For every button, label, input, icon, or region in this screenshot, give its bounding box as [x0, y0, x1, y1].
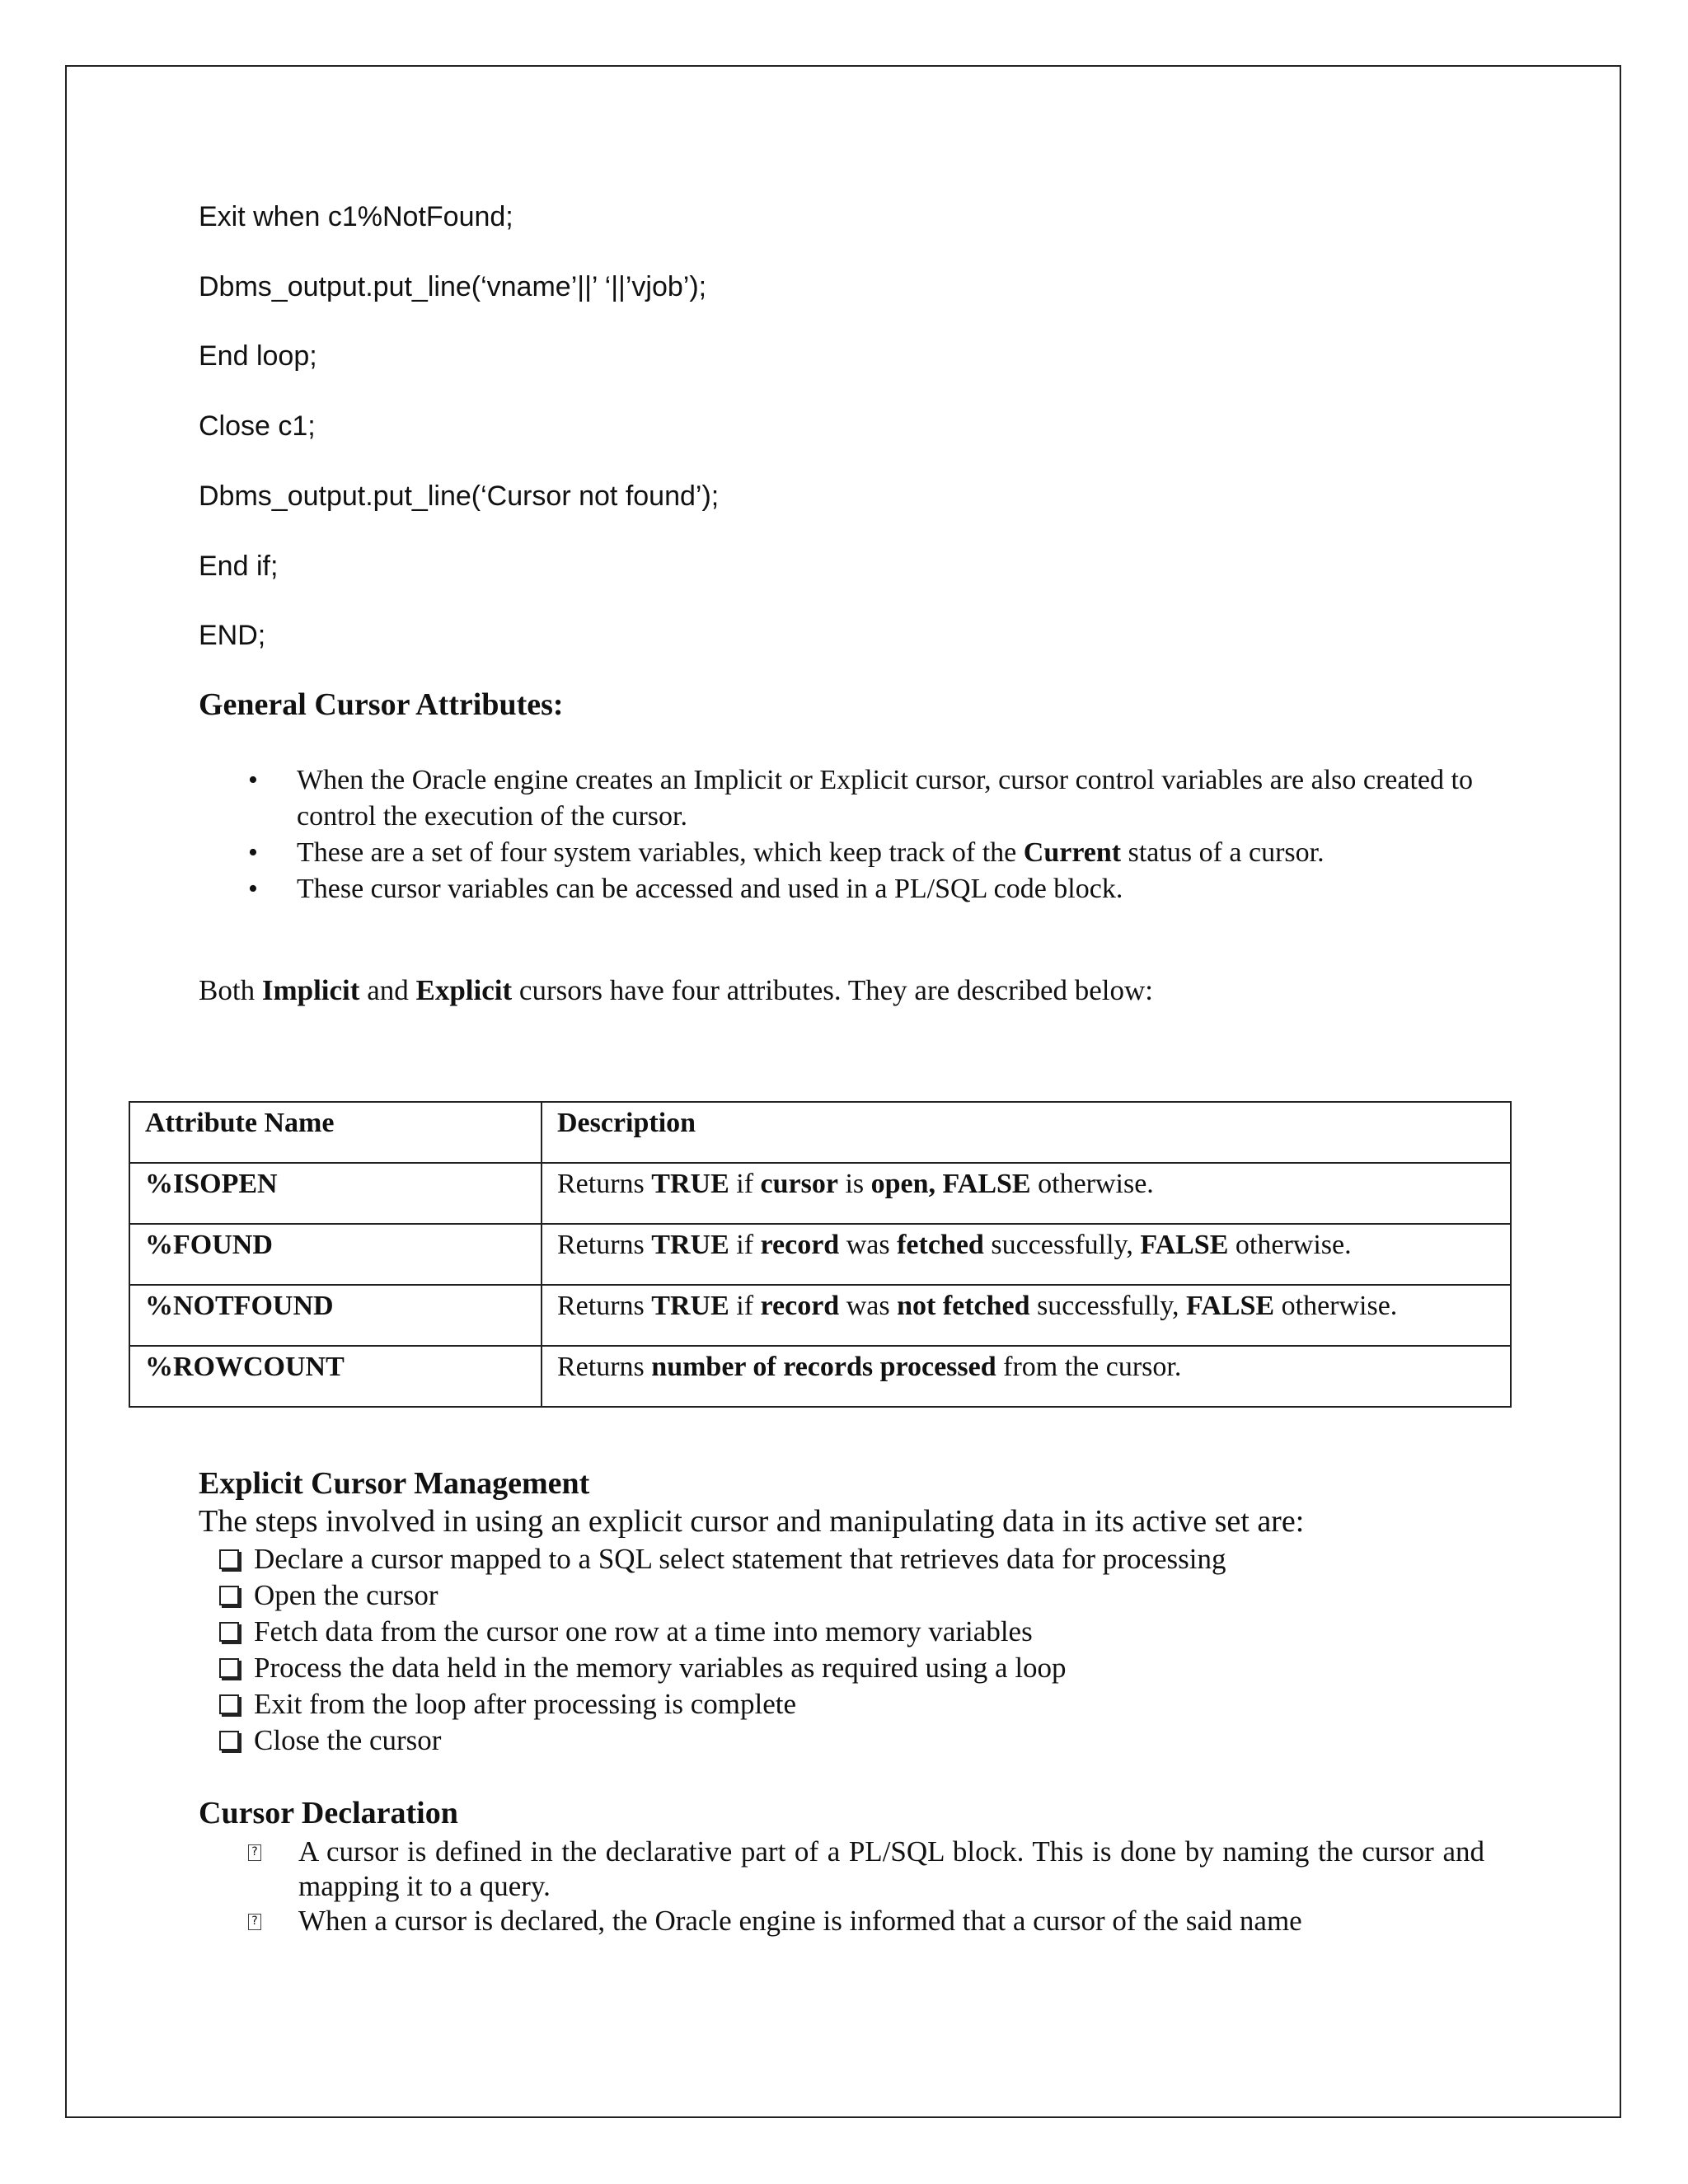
checkbox-bullet-icon: [219, 1622, 239, 1642]
table-row: [129, 1346, 1511, 1407]
checkbox-bullet-icon: [219, 1694, 239, 1714]
checkbox-bullet-icon: [219, 1731, 239, 1750]
list-item: Declare a cursor mapped to a SQL select statement that retrieves data for processing: [219, 1541, 1226, 1577]
attribute-name: %ROWCOUNT: [129, 1346, 542, 1407]
attribute-description: Returns TRUE if record was fetched successfully, FALSE otherwise.: [542, 1224, 1511, 1285]
bullet-icon: •: [248, 837, 258, 868]
missing-glyph-icon: ?: [248, 1844, 261, 1861]
list-item: • When the Oracle engine creates an Implicit or Explicit cursor, cursor control variables are also created to control the execution of the cursor.: [199, 762, 1484, 835]
section-heading-general: General Cursor Attributes:: [199, 687, 564, 722]
attribute-description: Returns TRUE if cursor is open, FALSE otherwise.: [542, 1163, 1511, 1224]
attribute-description: Returns number of records processed from the cursor.: [542, 1346, 1511, 1407]
column-header: Description: [542, 1102, 1511, 1163]
list-item: Exit from the loop after processing is complete: [219, 1686, 1226, 1722]
checkbox-bullet-icon: [219, 1658, 239, 1678]
code-line: Close c1;: [199, 410, 316, 442]
missing-glyph-icon: ?: [248, 1914, 261, 1930]
table-row: [129, 1285, 1511, 1346]
attribute-name: %ISOPEN: [129, 1163, 542, 1224]
general-bullet-list: [199, 762, 1484, 907]
code-line: Dbms_output.put_line(‘Cursor not found’);: [199, 480, 720, 512]
attribute-name: %NOTFOUND: [129, 1285, 542, 1346]
code-line: Exit when c1%NotFound;: [199, 201, 513, 232]
bullet-icon: •: [248, 765, 258, 795]
attribute-name: %FOUND: [129, 1224, 542, 1285]
checkbox-bullet-icon: [219, 1549, 239, 1569]
section-heading-declaration: Cursor Declaration: [199, 1796, 458, 1830]
code-line: END;: [199, 620, 266, 651]
list-item: Open the cursor: [219, 1577, 1226, 1614]
list-item: • These cursor variables can be accessed and used in a PL/SQL code block.: [199, 871, 1484, 907]
code-line: End if;: [199, 551, 279, 582]
steps-list: [219, 1541, 1226, 1759]
code-line: End loop;: [199, 340, 317, 372]
checkbox-bullet-icon: [219, 1586, 239, 1605]
column-header: Attribute Name: [129, 1102, 542, 1163]
list-item: ? When a cursor is declared, the Oracle engine is informed that a cursor of the said name: [248, 1904, 1484, 1938]
code-line: Dbms_output.put_line(‘vname’||’ ‘||’vjob’);: [199, 271, 707, 302]
section-heading-explicit: Explicit Cursor Management: [199, 1466, 590, 1501]
attribute-description: Returns TRUE if record was not fetched successfully, FALSE otherwise.: [542, 1285, 1511, 1346]
list-item: ? A cursor is defined in the declarative part of a PL/SQL block. This is done by naming the cursor and mapping it to a query.: [248, 1835, 1484, 1904]
table-header-row: [129, 1102, 1511, 1163]
list-item: Process the data held in the memory variables as required using a loop: [219, 1650, 1226, 1686]
list-item: Close the cursor: [219, 1722, 1226, 1759]
declaration-list: [248, 1835, 1484, 1938]
table-row: [129, 1224, 1511, 1285]
attributes-intro: Both Implicit and Explicit cursors have four attributes. They are described below:: [199, 974, 1153, 1006]
bullet-icon: •: [248, 874, 258, 904]
attributes-table: [129, 1101, 1512, 1408]
list-item: • These are a set of four system variables, which keep track of the Current status of a cursor.: [199, 835, 1484, 871]
list-item: Fetch data from the cursor one row at a time into memory variables: [219, 1614, 1226, 1650]
explicit-intro: The steps involved in using an explicit cursor and manipulating data in its active set are:: [199, 1504, 1305, 1539]
table-row: [129, 1163, 1511, 1224]
